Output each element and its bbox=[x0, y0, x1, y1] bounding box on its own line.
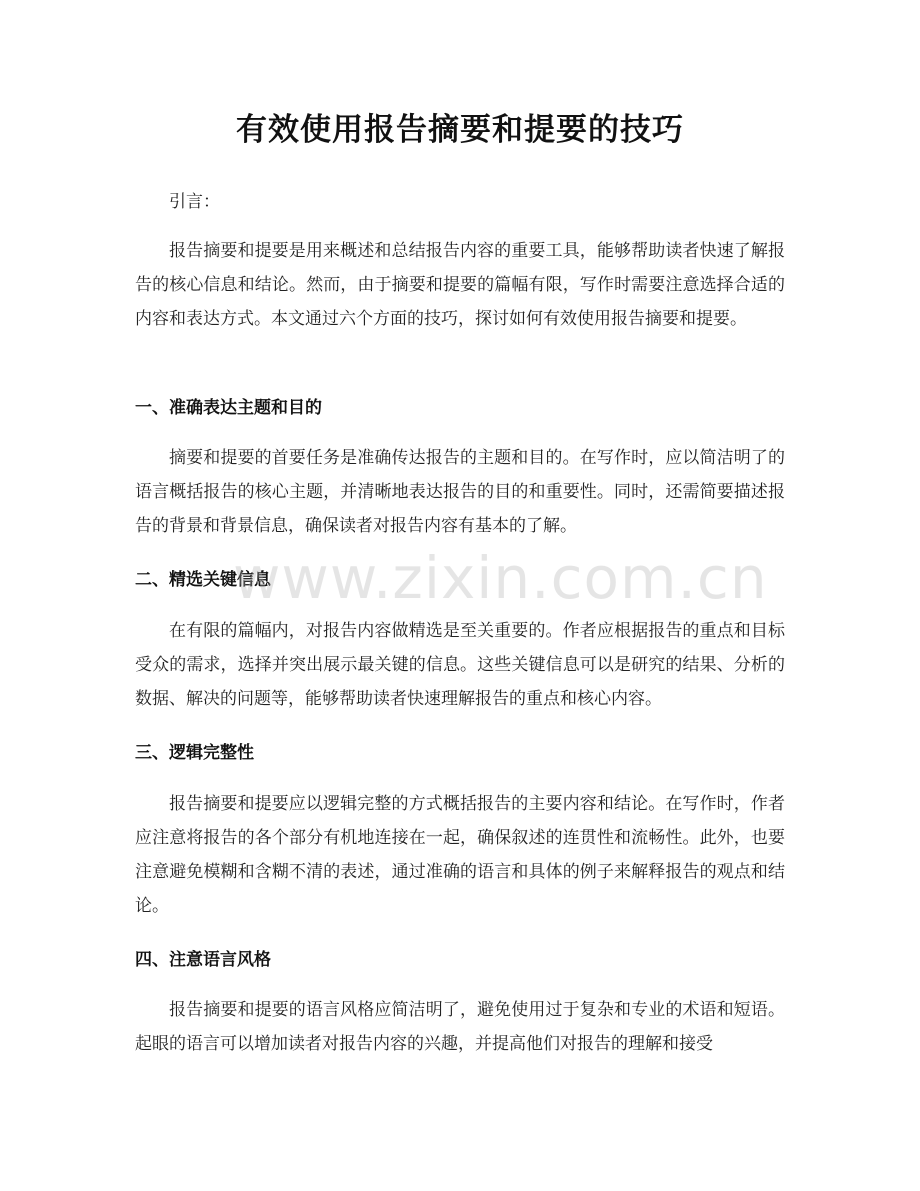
document-title: 有效使用报告摘要和提要的技巧 bbox=[236, 112, 684, 148]
section-heading-3: 三、逻辑完整性 bbox=[135, 743, 254, 763]
watermark: www.zixin.com.cn bbox=[233, 544, 768, 612]
section-paragraph-3: 报告摘要和提要应以逻辑完整的方式概括报告的主要内容和结论。在写作时，作者应注意将报告的各个部分有机地连接在一起，确保叙述的连贯性和流畅性。此外，也要注意避免模糊和含糊不清的表述，通过准确的语言和具体的例子来解释报告的观点和结论。 bbox=[135, 794, 785, 916]
section-paragraph-2: 在有限的篇幅内，对报告内容做精选是至关重要的。作者应根据报告的重点和目标受众的需求，选择并突出展示最关键的信息。这些关键信息可以是研究的结果、分析的数据、解决的问题等，能够帮助读者快速理解报告的重点和核心内容。 bbox=[135, 621, 785, 709]
section-heading-4: 四、注意语言风格 bbox=[135, 950, 271, 970]
intro-paragraph: 报告摘要和提要是用来概述和总结报告内容的重要工具，能够帮助读者快速了解报告的核心信息和结论。然而，由于摘要和提要的篇幅有限，写作时需要注意选择合适的内容和表达方式。本文通过六个方面的技巧，探讨如何有效使用报告摘要和提要。 bbox=[135, 241, 785, 329]
section-paragraph-4: 报告摘要和提要的语言风格应简洁明了，避免使用过于复杂和专业的术语和短语。起眼的语言可以增加读者对报告内容的兴趣，并提高他们对报告的理解和接受 bbox=[135, 1000, 785, 1054]
section-heading-1: 一、准确表达主题和目的 bbox=[135, 398, 322, 418]
section-heading-2: 二、精选关键信息 bbox=[135, 570, 271, 590]
intro-label: 引言： bbox=[169, 192, 220, 212]
section-paragraph-1: 摘要和提要的首要任务是准确传达报告的主题和目的。在写作时，应以简洁明了的语言概括报告的核心主题，并清晰地表达报告的目的和重要性。同时，还需简要描述报告的背景和背景信息，确保读者对报告内容有基本的了解。 bbox=[135, 448, 785, 536]
